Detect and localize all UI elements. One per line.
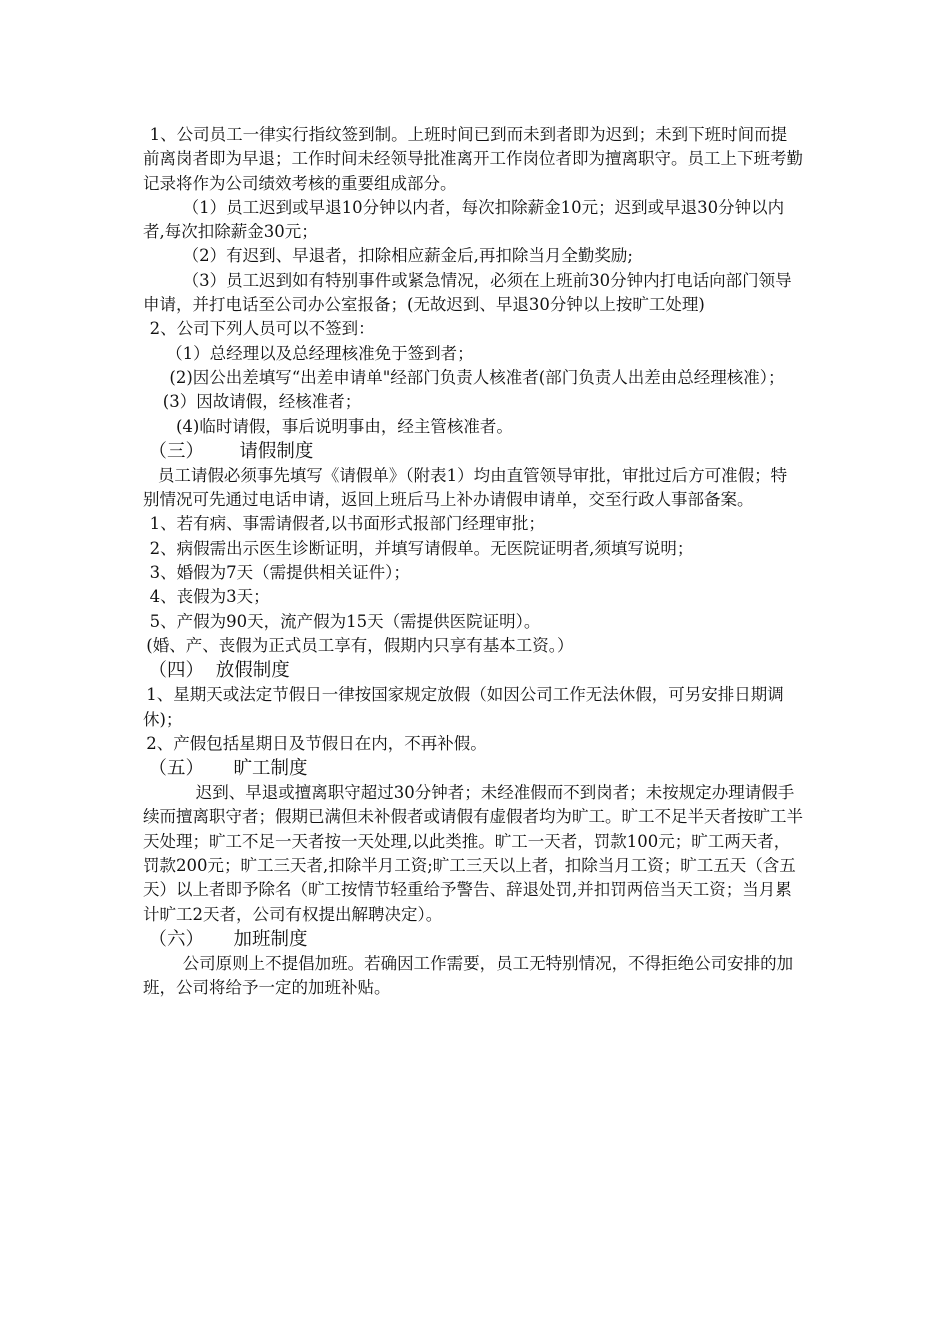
document-body xyxy=(143,123,803,1001)
overtime-rule: 公司原则上不提倡加班。若确因工作需要，员工无特别情况，不得拒绝公司安排的加班，公司将给予一定的加班补贴。 xyxy=(143,953,794,998)
attendance-rule-1-item-2: （2）有迟到、早退者，扣除相应薪金后,再扣除当月全勤奖励; xyxy=(182,246,633,266)
leave-rule-5: 5、产假为90天，流产假为15天（需提供医院证明）。 xyxy=(149,611,541,631)
attendance-rule-2-item-2: (2)因公出差填写“出差申请单"经部门负责人核准者(部门负责人出差由总经理核准）； xyxy=(169,367,785,387)
attendance-rule-2-item-3: (3）因故请假，经核准者； xyxy=(162,392,362,412)
holiday-rule-1: 1、星期天或法定节假日一律按国家规定放假（如因公司工作无法休假，可另安排日期调休)； xyxy=(143,685,784,729)
attendance-rule-1-item-1: （1）员工迟到或早退10分钟以内者，每次扣除薪金10元；迟到或早退30分钟以内者,每次扣除薪金30元； xyxy=(143,197,785,242)
absence-rule: 迟到、早退或擅离职守超过30分钟者；未经准假而不到岗者；未按规定办理请假手续而擅离职守者；假期已满但未补假者或请假有虚假者均为旷工。旷工不足半天者按旷工半天处理；旷工不足一天者按一天处理,以此类推。旷工一天者，罚款100元；旷工两天者，罚款200元；旷工三天者,扣除半月工资;旷工三天以上者，扣除当月工资；旷工五天（含五天）以上者即予除名（旷工按情节轻重给予警告、辞退处罚,并扣罚两倍当天工资；当月累计旷工2天者，公司有权提出解聘决定）。 xyxy=(143,783,803,924)
leave-rule-2: 2、病假需出示医生诊断证明，并填写请假单。无医院证明者,须填写说明； xyxy=(149,538,694,558)
leave-rule-3: 3、婚假为7天（需提供相关证件）； xyxy=(149,563,410,583)
attendance-rule-1: 1、公司员工一律实行指纹签到制。上班时间已到而未到者即为迟到；未到下班时间而提前离岗者即为早退；工作时间未经领导批准离开工作岗位者即为擅离职守。员工上下班考勤记录将作为公司绩效考核的重要组成部分。 xyxy=(143,125,803,193)
attendance-rule-2: 2、公司下列人员可以不签到： xyxy=(149,319,375,339)
leave-rule-4: 4、丧假为3天； xyxy=(149,587,270,607)
attendance-rule-1-item-3: （3）员工迟到如有特别事件或紧急情况，必须在上班前30分钟内打电话向部门领导申请，并打电话至公司办公室报备；(无故迟到、早退30分钟以上按旷工处理) xyxy=(143,270,792,315)
section-heading-overtime: （六） 加班制度 xyxy=(148,928,308,950)
section-heading-holiday: （四） 放假制度 xyxy=(148,660,290,682)
section-heading-absence: （五） 旷工制度 xyxy=(148,758,308,780)
leave-note: (婚、产、丧假为正式员工享有，假期内只享有基本工资。） xyxy=(146,635,574,655)
attendance-rule-2-item-1: （1）总经理以及总经理核准免于签到者； xyxy=(166,343,474,363)
attendance-rule-2-item-4: (4)临时请假，事后说明事由，经主管核准者。 xyxy=(176,416,513,436)
leave-rule-1: 1、若有病、事需请假者,以书面形式报部门经理审批； xyxy=(149,514,545,534)
holiday-rule-2: 2、产假包括星期日及节假日在内，不再补假。 xyxy=(146,733,487,753)
leave-intro: 员工请假必须事先填写《请假单》（附表1）均由直管领导审批，审批过后方可准假；特别情况可先通过电话申请，返回上班后马上补办请假申请单，交至行政人事部备案。 xyxy=(143,465,788,510)
section-heading-leave: （三） 请假制度 xyxy=(148,440,314,462)
